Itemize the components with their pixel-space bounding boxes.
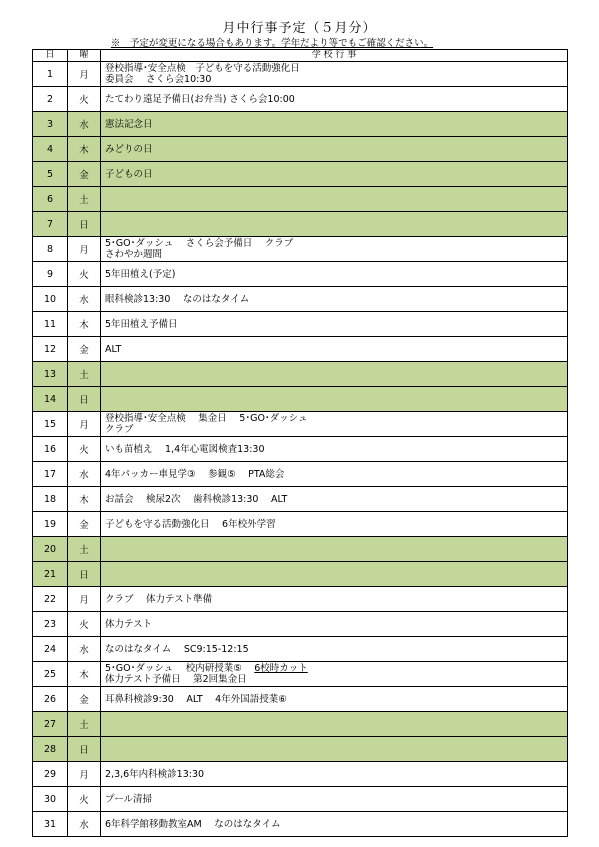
- day-cell: 30: [33, 787, 68, 812]
- table-header-row: [33, 50, 568, 62]
- events-cell: 憲法記念日: [101, 112, 568, 137]
- weekday-cell: 金: [68, 687, 101, 712]
- events-cell: プール清掃: [101, 787, 568, 812]
- table-row: [33, 612, 568, 637]
- table-row: [33, 637, 568, 662]
- table-row: [33, 337, 568, 362]
- table-row: [33, 262, 568, 287]
- weekday-cell: 木: [68, 137, 101, 162]
- events-cell: [101, 662, 568, 687]
- day-cell: 21: [33, 562, 68, 587]
- table-row: [33, 237, 568, 262]
- weekday-cell: 木: [68, 312, 101, 337]
- weekday-cell: 火: [68, 612, 101, 637]
- day-cell: 8: [33, 237, 68, 262]
- weekday-cell: 水: [68, 287, 101, 312]
- weekday-cell: 火: [68, 787, 101, 812]
- table-row: [33, 562, 568, 587]
- table-row: [33, 587, 568, 612]
- day-cell: 24: [33, 637, 68, 662]
- weekday-cell: 日: [68, 562, 101, 587]
- day-cell: 19: [33, 512, 68, 537]
- events-cell: いも苗植え 1,4年心電図検査13:30: [101, 437, 568, 462]
- events-cell: みどりの日: [101, 137, 568, 162]
- events-cell: 耳鼻科検診9:30 ALT 4年外国語授業⑥: [101, 687, 568, 712]
- weekday-cell: 水: [68, 812, 101, 837]
- events-cell: 登校指導･安全点検 子どもを守る活動強化日 委員会 さくら会10:30: [101, 62, 568, 87]
- weekday-cell: 水: [68, 112, 101, 137]
- day-cell: 5: [33, 162, 68, 187]
- table-row: [33, 737, 568, 762]
- events-cell: クラブ 体力テスト準備: [101, 587, 568, 612]
- table-row: [33, 162, 568, 187]
- header-weekday: 曜: [68, 50, 101, 62]
- table-row: [33, 487, 568, 512]
- weekday-cell: 月: [68, 762, 101, 787]
- events-cell: [101, 187, 568, 212]
- table-row: [33, 662, 568, 687]
- weekday-cell: 日: [68, 387, 101, 412]
- table-row: [33, 512, 568, 537]
- events-cell: 体力テスト: [101, 612, 568, 637]
- events-cell: 4年パッカー車見学③ 参観⑤ PTA総会: [101, 462, 568, 487]
- weekday-cell: 月: [68, 587, 101, 612]
- events-text-line2: 体力テスト予備日 第2回集金日: [105, 674, 247, 685]
- day-cell: 23: [33, 612, 68, 637]
- events-cell: 眼科検診13:30 なのはなタイム: [101, 287, 568, 312]
- table-row: [33, 312, 568, 337]
- day-cell: 15: [33, 412, 68, 437]
- day-cell: 12: [33, 337, 68, 362]
- table-row: [33, 212, 568, 237]
- day-cell: 7: [33, 212, 68, 237]
- day-cell: 6: [33, 187, 68, 212]
- day-cell: 29: [33, 762, 68, 787]
- day-cell: 31: [33, 812, 68, 837]
- day-cell: 27: [33, 712, 68, 737]
- table-row: [33, 712, 568, 737]
- day-cell: 20: [33, 537, 68, 562]
- weekday-cell: 火: [68, 87, 101, 112]
- weekday-cell: 土: [68, 712, 101, 737]
- day-cell: 14: [33, 387, 68, 412]
- table-row: [33, 187, 568, 212]
- day-cell: 10: [33, 287, 68, 312]
- table-row: [33, 87, 568, 112]
- events-text-underlined: 6校時カット: [254, 663, 308, 674]
- events-cell: [101, 737, 568, 762]
- table-row: [33, 687, 568, 712]
- events-cell: [101, 212, 568, 237]
- table-row: [33, 287, 568, 312]
- weekday-cell: 月: [68, 237, 101, 262]
- day-cell: 13: [33, 362, 68, 387]
- change-notice: ※ 予定が変更になる場合もあります。学年だより等でもご確認ください。: [110, 38, 434, 49]
- table-row: [33, 437, 568, 462]
- weekday-cell: 月: [68, 62, 101, 87]
- weekday-cell: 月: [68, 412, 101, 437]
- events-cell: 子どもの日: [101, 162, 568, 187]
- day-cell: 25: [33, 662, 68, 687]
- weekday-cell: 日: [68, 737, 101, 762]
- table-row: [33, 62, 568, 87]
- table-row: [33, 137, 568, 162]
- schedule-table: [32, 49, 568, 837]
- table-row: [33, 362, 568, 387]
- events-cell: 5･GO･ダッシュ さくら会予備日 クラブ さわやか週間: [101, 237, 568, 262]
- events-cell: なのはなタイム SC9:15-12:15: [101, 637, 568, 662]
- header-day: 日: [33, 50, 68, 62]
- day-cell: 26: [33, 687, 68, 712]
- table-row: [33, 812, 568, 837]
- day-cell: 11: [33, 312, 68, 337]
- events-text: 5･GO･ダッシュ 校内研授業⑤: [105, 663, 255, 674]
- weekday-cell: 金: [68, 337, 101, 362]
- weekday-cell: 水: [68, 462, 101, 487]
- weekday-cell: 木: [68, 662, 101, 687]
- weekday-cell: 火: [68, 262, 101, 287]
- table-row: [33, 112, 568, 137]
- header-events: 学 校 行 事: [101, 50, 568, 62]
- day-cell: 17: [33, 462, 68, 487]
- events-cell: [101, 387, 568, 412]
- events-cell: 5年田植え(予定): [101, 262, 568, 287]
- events-cell: 6年科学館移動教室AM なのはなタイム: [101, 812, 568, 837]
- table-row: [33, 387, 568, 412]
- day-cell: 3: [33, 112, 68, 137]
- day-cell: 28: [33, 737, 68, 762]
- events-cell: 2,3,6年内科検診13:30: [101, 762, 568, 787]
- events-cell: ALT: [101, 337, 568, 362]
- weekday-cell: 木: [68, 487, 101, 512]
- table-row: [33, 762, 568, 787]
- events-cell: 5年田植え予備日: [101, 312, 568, 337]
- day-cell: 2: [33, 87, 68, 112]
- events-cell: [101, 562, 568, 587]
- events-cell: 子どもを守る活動強化日 6年校外学習: [101, 512, 568, 537]
- weekday-cell: 日: [68, 212, 101, 237]
- events-cell: [101, 362, 568, 387]
- weekday-cell: 金: [68, 512, 101, 537]
- day-cell: 4: [33, 137, 68, 162]
- events-cell: 登校指導･安全点検 集金日 5･GO･ダッシュ クラブ: [101, 412, 568, 437]
- events-cell: [101, 537, 568, 562]
- events-cell: [101, 712, 568, 737]
- day-cell: 9: [33, 262, 68, 287]
- weekday-cell: 水: [68, 637, 101, 662]
- day-cell: 22: [33, 587, 68, 612]
- day-cell: 16: [33, 437, 68, 462]
- table-row: [33, 537, 568, 562]
- table-row: [33, 462, 568, 487]
- page-title: 月中行事予定（５月分）: [222, 21, 377, 36]
- weekday-cell: 土: [68, 187, 101, 212]
- weekday-cell: 金: [68, 162, 101, 187]
- weekday-cell: 火: [68, 437, 101, 462]
- weekday-cell: 土: [68, 537, 101, 562]
- weekday-cell: 土: [68, 362, 101, 387]
- events-cell: たてわり遠足予備日(お弁当) さくら会10:00: [101, 87, 568, 112]
- day-cell: 18: [33, 487, 68, 512]
- events-cell: お話会 検尿2次 歯科検診13:30 ALT: [101, 487, 568, 512]
- day-cell: 1: [33, 62, 68, 87]
- table-row: [33, 412, 568, 437]
- table-row: [33, 787, 568, 812]
